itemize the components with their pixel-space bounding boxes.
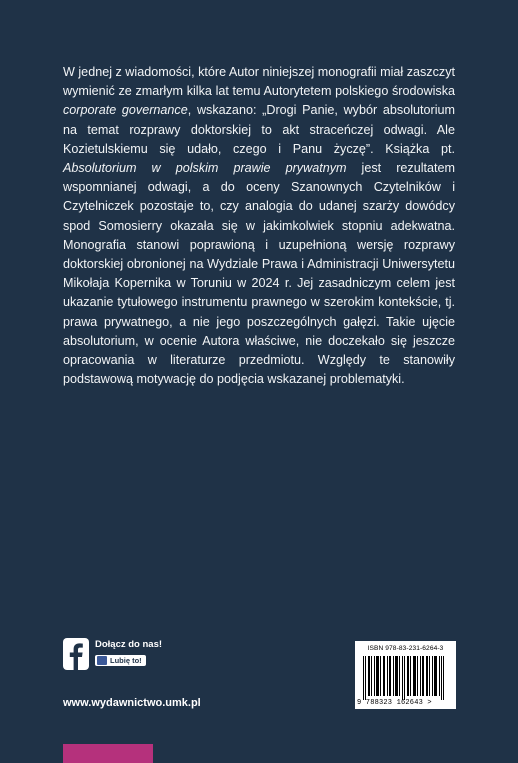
accent-strip: [63, 744, 153, 763]
isbn-label: ISBN 978-83-231-6264-3: [367, 645, 444, 652]
blurb-text-3: jest rezultatem wspomnianej odwagi, a do oceny Szanownych Czytelników i Czytelniczek pozostaje to, czy analogia do udanej szarży dowódcy spod Somosierry okazała się w jakimkolwiek stopniu adekwatna. Monografia stanowi poprawioną i uzupełnioną wersję rozprawy doktorskiej obronionej na Wydziale Prawa i Administracji Uniwersytetu Mikołaja Kopernika w Toruniu w 2024 r. Jej zasadniczym celem jest ukazanie tytułowego instrumentu prawnego w szerokim kontekście, tj. prawa prywatnego, a nie jego poszczególnych gałęzi. Takie ujęcie absolutorium, w ocenie Autora właściwe, nie doczekało się jeszcze opracowania w literaturze przedmiotu. Względy te stanowiły podstawową motywację do podjęcia wskazanej problematyki.: [63, 161, 456, 387]
isbn-barcode: [355, 641, 456, 709]
facebook-icon[interactable]: [63, 638, 89, 670]
facebook-like-button[interactable]: [95, 655, 146, 666]
thumbs-up-icon: [97, 656, 107, 665]
blurb-text-2: , wskazano: „Drogi Panie, wybór absolutorium na temat rozprawy doktorskiej to akt straceńczej odwagi. Ale Kozietulskiemu się udało, czego i Panu życzę”. Książka pt.: [63, 103, 455, 156]
barcode-bars: [361, 656, 450, 700]
back-cover-blurb: [63, 63, 455, 389]
barcode-digits: 9 788323 162643 >: [357, 699, 432, 707]
facebook-join-text: Dołącz do nas!: [95, 639, 163, 650]
blurb-text-1: W jednej z wiadomości, które Autor niniejszej monografii miał zaszczyt wymienić ze zmarłym kilka lat temu Autorytetem polskiego środowiska: [63, 65, 455, 99]
blurb-italic-title: Absolutorium w polskim prawie prywatnym: [63, 161, 347, 176]
blurb-italic-1: corporate governance: [63, 103, 188, 118]
facebook-like-label: Lubię to!: [110, 656, 142, 665]
publisher-website-link[interactable]: www.wydawnictwo.umk.pl: [63, 697, 201, 709]
facebook-promo[interactable]: [63, 638, 162, 670]
